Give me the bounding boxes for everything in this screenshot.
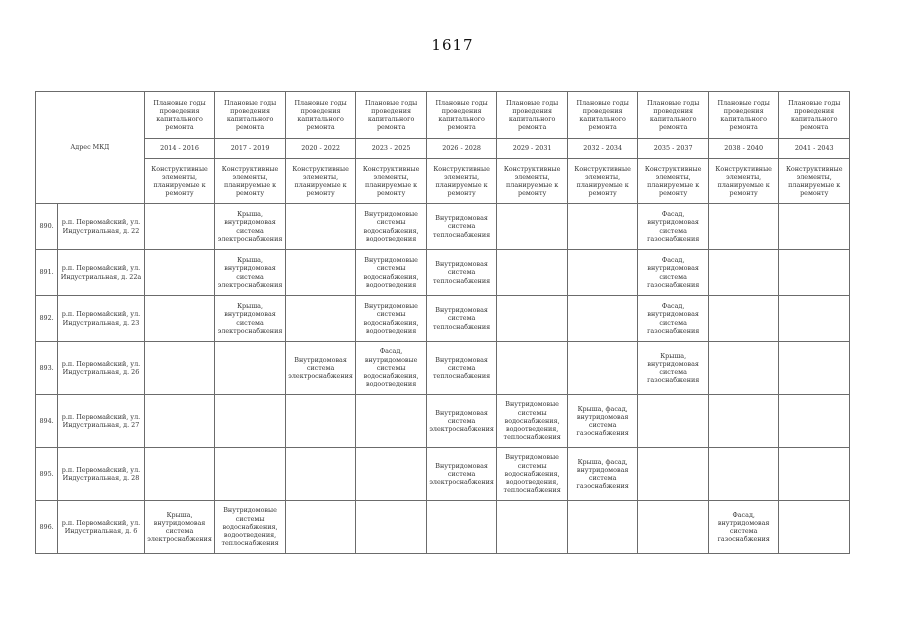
repair-elements-cell: Внутридомовые системы водоснабжения, водоотведения bbox=[356, 296, 427, 342]
repair-elements-cell bbox=[285, 250, 356, 296]
repair-elements-cell: Фасад, внутридомовая система газоснабжения bbox=[638, 296, 709, 342]
repair-elements-cell: Внутридомовая система теплоснабжения bbox=[426, 204, 497, 250]
repair-elements-cell: Фасад, внутридомовая система газоснабжения bbox=[708, 501, 779, 554]
address-cell: р.п. Первомайский, ул. Индустриальная, д. 22 bbox=[58, 204, 145, 250]
elements-header: Конструктивные элементы, планируемые к ремонту bbox=[567, 159, 638, 204]
repair-elements-cell bbox=[497, 501, 568, 554]
repair-elements-cell bbox=[638, 448, 709, 501]
table-row bbox=[36, 250, 850, 296]
elements-header: Конструктивные элементы, планируемые к ремонту bbox=[285, 159, 356, 204]
address-cell: р.п. Первомайский, ул. Индустриальная, д. 23 bbox=[58, 296, 145, 342]
header-row-plan bbox=[36, 92, 850, 139]
repair-elements-cell: Внутридомовая система электроснабжения bbox=[426, 448, 497, 501]
table-row bbox=[36, 501, 850, 554]
repair-elements-cell: Крыша, фасад, внутридомовая система газоснабжения bbox=[567, 395, 638, 448]
repair-elements-cell bbox=[567, 296, 638, 342]
repair-elements-cell: Фасад, внутридомовая система газоснабжения bbox=[638, 204, 709, 250]
repair-elements-cell: Внутридомовые системы водоснабжения, водоотведения, теплоснабжения bbox=[215, 501, 286, 554]
table-row bbox=[36, 342, 850, 395]
period-header: 2029 - 2031 bbox=[497, 139, 568, 159]
repair-elements-cell bbox=[497, 204, 568, 250]
repair-elements-cell: Внутридомовые системы водоснабжения, водоотведения bbox=[356, 250, 427, 296]
repair-elements-cell: Крыша, внутридомовая система электроснабжения bbox=[144, 501, 215, 554]
address-cell: р.п. Первомайский, ул. Индустриальная, д. 22а bbox=[58, 250, 145, 296]
repair-elements-cell: Внутридомовые системы водоснабжения, водоотведения, теплоснабжения bbox=[497, 395, 568, 448]
plan-years-header: Плановые годы проведения капитального ремонта bbox=[285, 92, 356, 139]
header-row-elements bbox=[36, 159, 850, 204]
repair-schedule-table bbox=[35, 91, 850, 554]
header-row-periods bbox=[36, 139, 850, 159]
repair-elements-cell bbox=[567, 342, 638, 395]
table-row bbox=[36, 395, 850, 448]
table-row bbox=[36, 204, 850, 250]
row-number: 891. bbox=[36, 250, 58, 296]
repair-elements-cell bbox=[779, 501, 850, 554]
period-header: 2038 - 2040 bbox=[708, 139, 779, 159]
repair-elements-cell bbox=[285, 296, 356, 342]
repair-elements-cell bbox=[215, 342, 286, 395]
repair-elements-cell: Крыша, внутридомовая система электроснабжения bbox=[215, 204, 286, 250]
repair-elements-cell: Внутридомовая система электроснабжения bbox=[285, 342, 356, 395]
repair-elements-cell bbox=[356, 501, 427, 554]
repair-elements-cell bbox=[567, 501, 638, 554]
repair-elements-cell: Внутридомовая система теплоснабжения bbox=[426, 342, 497, 395]
repair-elements-cell bbox=[779, 395, 850, 448]
plan-years-header: Плановые годы проведения капитального ремонта bbox=[215, 92, 286, 139]
repair-elements-cell bbox=[497, 250, 568, 296]
period-header: 2035 - 2037 bbox=[638, 139, 709, 159]
repair-elements-cell bbox=[708, 395, 779, 448]
address-column-header: Адрес МКД bbox=[36, 92, 145, 204]
repair-elements-cell bbox=[708, 204, 779, 250]
row-number: 895. bbox=[36, 448, 58, 501]
elements-header: Конструктивные элементы, планируемые к ремонту bbox=[426, 159, 497, 204]
row-number: 893. bbox=[36, 342, 58, 395]
repair-elements-cell bbox=[144, 448, 215, 501]
repair-elements-cell bbox=[497, 342, 568, 395]
table-row bbox=[36, 448, 850, 501]
repair-elements-cell bbox=[708, 448, 779, 501]
page-number: 1617 bbox=[431, 36, 474, 54]
repair-elements-cell: Внутридомовые системы водоснабжения, водоотведения bbox=[356, 204, 427, 250]
address-cell: р.п. Первомайский, ул. Индустриальная, д. 27 bbox=[58, 395, 145, 448]
period-header: 2020 - 2022 bbox=[285, 139, 356, 159]
plan-years-header: Плановые годы проведения капитального ремонта bbox=[356, 92, 427, 139]
repair-elements-cell bbox=[285, 448, 356, 501]
period-header: 2017 - 2019 bbox=[215, 139, 286, 159]
repair-elements-cell bbox=[779, 448, 850, 501]
address-cell: р.п. Первомайский, ул. Индустриальная, д. 28 bbox=[58, 448, 145, 501]
elements-header: Конструктивные элементы, планируемые к ремонту bbox=[708, 159, 779, 204]
plan-years-header: Плановые годы проведения капитального ремонта bbox=[567, 92, 638, 139]
repair-elements-cell: Внутридомовые системы водоснабжения, водоотведения, теплоснабжения bbox=[497, 448, 568, 501]
plan-years-header: Плановые годы проведения капитального ремонта bbox=[638, 92, 709, 139]
repair-elements-cell: Внутридомовая система теплоснабжения bbox=[426, 296, 497, 342]
plan-years-header: Плановые годы проведения капитального ремонта bbox=[708, 92, 779, 139]
repair-elements-cell bbox=[285, 395, 356, 448]
period-header: 2023 - 2025 bbox=[356, 139, 427, 159]
repair-elements-cell: Крыша, внутридомовая система электроснабжения bbox=[215, 250, 286, 296]
repair-elements-cell: Внутридомовая система теплоснабжения bbox=[426, 250, 497, 296]
row-number: 890. bbox=[36, 204, 58, 250]
repair-elements-cell bbox=[567, 204, 638, 250]
repair-elements-cell bbox=[356, 448, 427, 501]
row-number: 896. bbox=[36, 501, 58, 554]
repair-elements-cell bbox=[638, 501, 709, 554]
period-header: 2041 - 2043 bbox=[779, 139, 850, 159]
period-header: 2026 - 2028 bbox=[426, 139, 497, 159]
repair-elements-cell: Фасад, внутридомовые системы водоснабжения, водоотведения bbox=[356, 342, 427, 395]
repair-elements-cell bbox=[708, 250, 779, 296]
period-header: 2032 - 2034 bbox=[567, 139, 638, 159]
plan-years-header: Плановые годы проведения капитального ремонта bbox=[497, 92, 568, 139]
elements-header: Конструктивные элементы, планируемые к ремонту bbox=[144, 159, 215, 204]
period-header: 2014 - 2016 bbox=[144, 139, 215, 159]
repair-elements-cell bbox=[567, 250, 638, 296]
repair-elements-cell bbox=[779, 342, 850, 395]
repair-elements-cell bbox=[708, 296, 779, 342]
elements-header: Конструктивные элементы, планируемые к ремонту bbox=[497, 159, 568, 204]
address-cell: р.п. Первомайский, ул. Индустриальная, д. 26 bbox=[58, 342, 145, 395]
repair-elements-cell bbox=[708, 342, 779, 395]
repair-elements-cell bbox=[285, 204, 356, 250]
repair-elements-cell bbox=[144, 296, 215, 342]
repair-elements-cell: Внутридомовая система электроснабжения bbox=[426, 395, 497, 448]
repair-elements-cell bbox=[779, 204, 850, 250]
elements-header: Конструктивные элементы, планируемые к ремонту bbox=[779, 159, 850, 204]
repair-elements-cell bbox=[144, 204, 215, 250]
repair-elements-cell bbox=[356, 395, 427, 448]
repair-elements-cell bbox=[779, 250, 850, 296]
plan-years-header: Плановые годы проведения капитального ремонта bbox=[144, 92, 215, 139]
plan-years-header: Плановые годы проведения капитального ремонта bbox=[779, 92, 850, 139]
plan-years-header: Плановые годы проведения капитального ремонта bbox=[426, 92, 497, 139]
repair-elements-cell bbox=[144, 395, 215, 448]
repair-elements-cell: Крыша, внутридомовая система газоснабжения bbox=[638, 342, 709, 395]
elements-header: Конструктивные элементы, планируемые к ремонту bbox=[356, 159, 427, 204]
elements-header: Конструктивные элементы, планируемые к ремонту bbox=[215, 159, 286, 204]
repair-elements-cell: Фасад, внутридомовая система газоснабжения bbox=[638, 250, 709, 296]
repair-elements-cell bbox=[285, 501, 356, 554]
repair-elements-cell bbox=[215, 448, 286, 501]
row-number: 894. bbox=[36, 395, 58, 448]
repair-elements-cell: Крыша, фасад, внутридомовая система газоснабжения bbox=[567, 448, 638, 501]
row-number: 892. bbox=[36, 296, 58, 342]
repair-elements-cell bbox=[215, 395, 286, 448]
repair-elements-cell bbox=[497, 296, 568, 342]
repair-elements-cell bbox=[426, 501, 497, 554]
repair-elements-cell bbox=[779, 296, 850, 342]
repair-elements-cell: Крыша, внутридомовая система электроснабжения bbox=[215, 296, 286, 342]
repair-elements-cell bbox=[144, 250, 215, 296]
repair-elements-cell bbox=[144, 342, 215, 395]
elements-header: Конструктивные элементы, планируемые к ремонту bbox=[638, 159, 709, 204]
repair-elements-cell bbox=[638, 395, 709, 448]
address-cell: р.п. Первомайский, ул. Индустриальная, д. 6 bbox=[58, 501, 145, 554]
table-row bbox=[36, 296, 850, 342]
